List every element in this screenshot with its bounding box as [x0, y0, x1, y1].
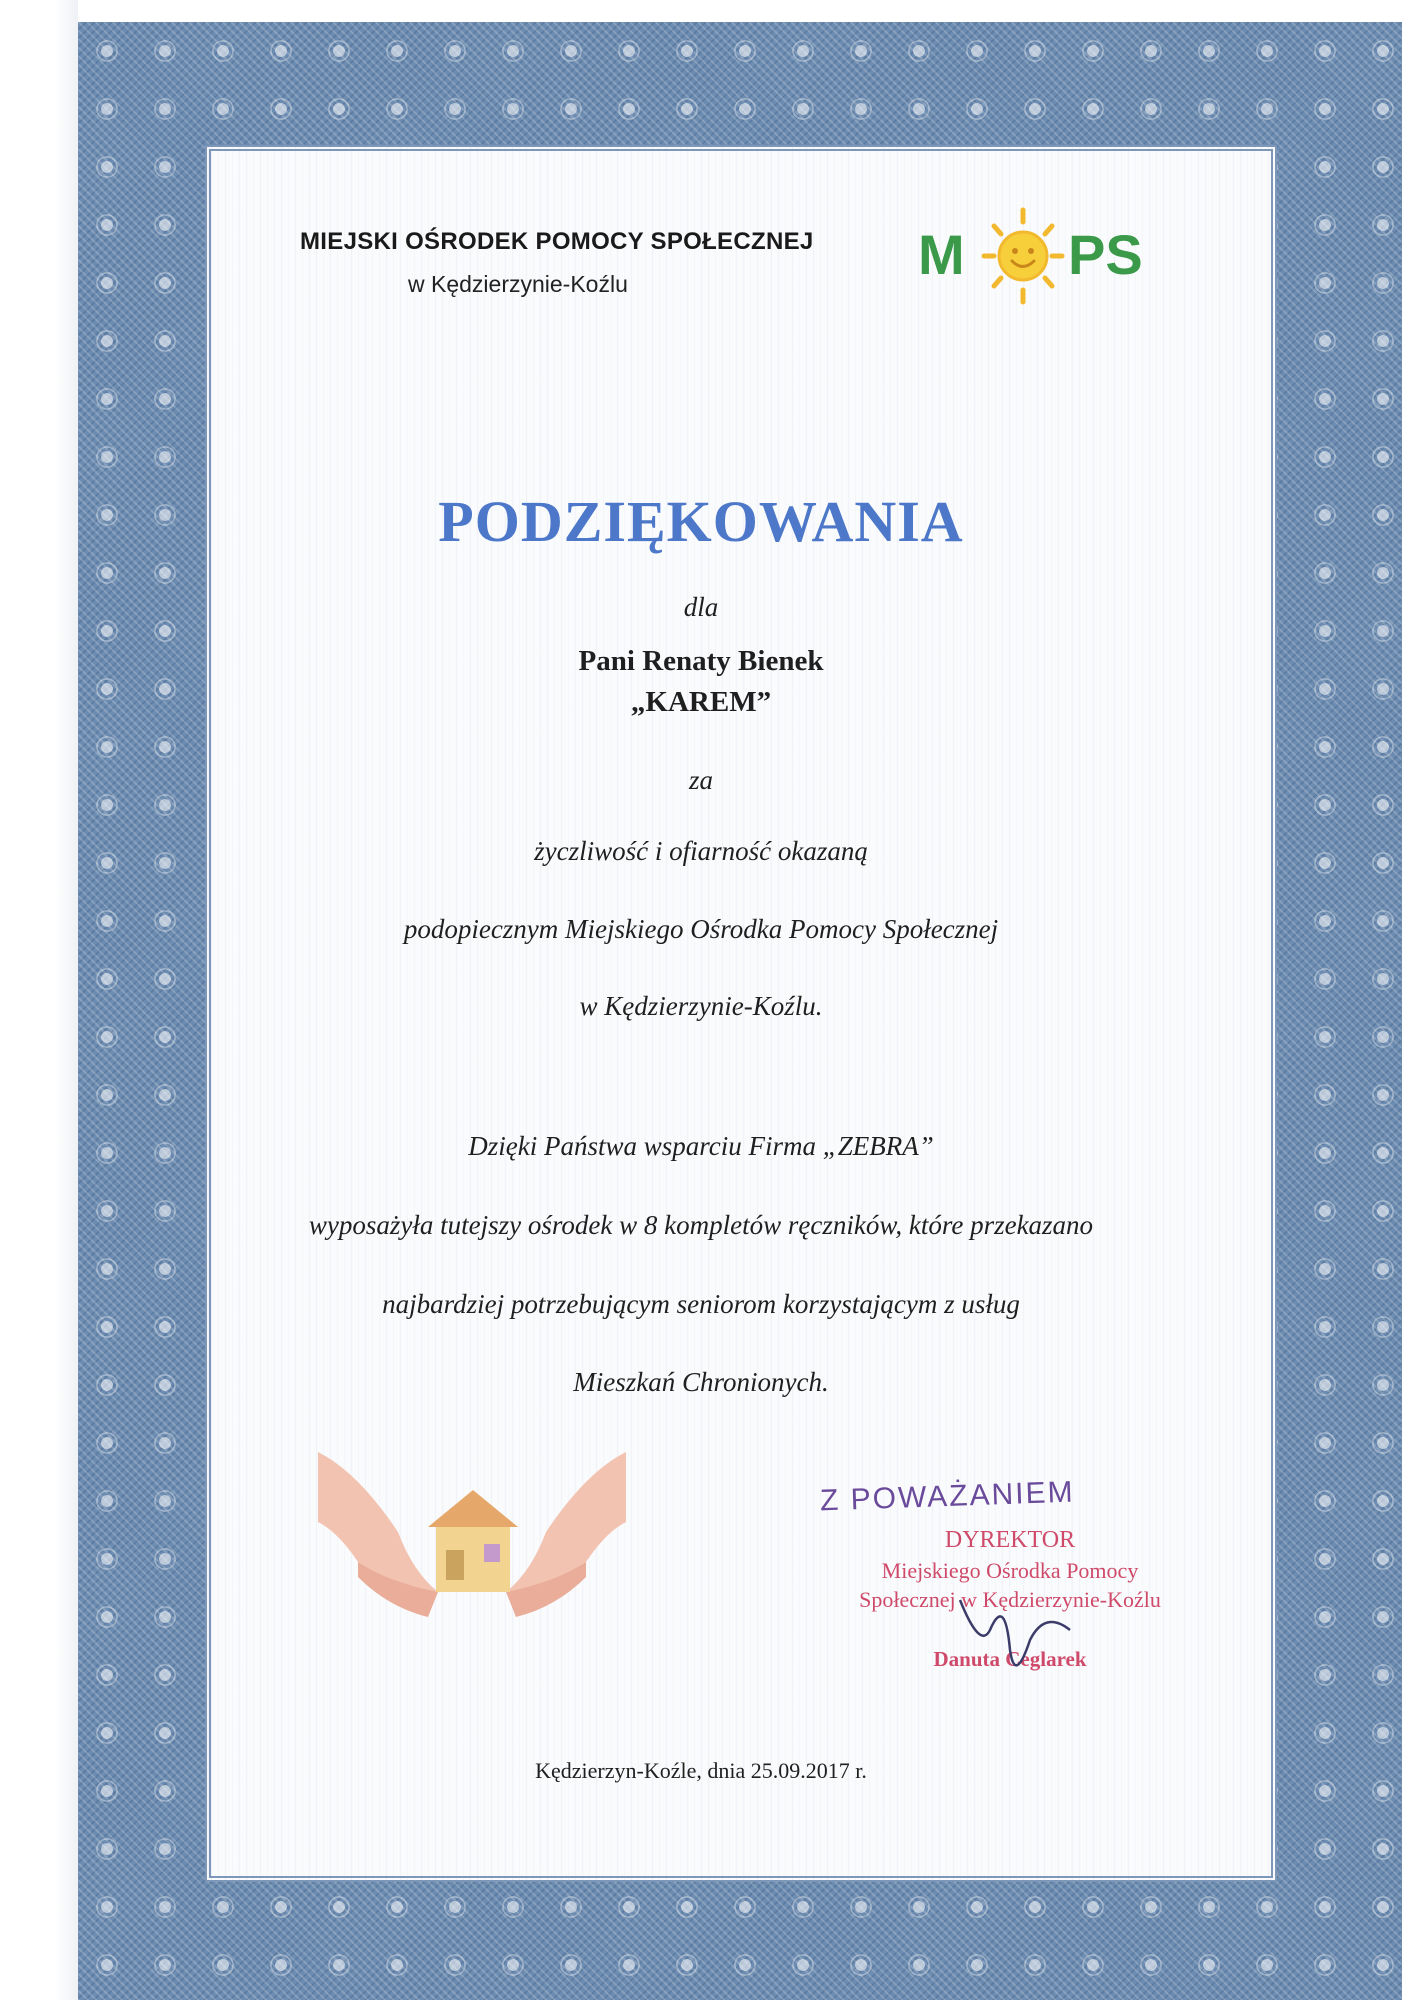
- for-label: dla: [683, 592, 719, 622]
- details-line-2: wyposażyła tutejszy ośrodek w 8 kompletów ręczników, które przekazano: [308, 1210, 1094, 1240]
- organization-city: w Kędzierzynie-Koźlu: [408, 271, 628, 297]
- date-line: Kędzierzyn-Koźle, dnia 25.09.2017 r.: [535, 1758, 867, 1783]
- logo-letters-ps: PS: [1068, 223, 1143, 286]
- hands-house-image: [318, 1442, 626, 1632]
- stamp-title: DYREKTOR: [944, 1527, 1076, 1553]
- details-line-1: Dzięki Państwa wsparciu Firma „ZEBRA”: [468, 1131, 934, 1161]
- recipient-name: Pani Renaty Bienek: [578, 645, 824, 677]
- reason-line-2: podopiecznym Miejskiego Ośrodka Pomocy Społecznej: [403, 914, 999, 944]
- details-line-3: najbardziej potrzebującym seniorom korzystającym z usług: [382, 1289, 1020, 1319]
- stamp-line-2: Społecznej w Kędzierzynie-Koźlu: [859, 1587, 1161, 1612]
- za-label: za: [688, 765, 713, 795]
- mops-logo: [918, 200, 1188, 310]
- reason-line-1: życzliwość i ofiarność okazaną: [534, 836, 868, 866]
- organization-name: MIEJSKI OŚRODEK POMOCY SPOŁECZNEJ: [300, 228, 814, 255]
- sun-icon: [980, 206, 1066, 306]
- stamp-line-1: Miejskiego Ośrodka Pomocy: [881, 1558, 1139, 1583]
- logo-letter-m: M: [918, 223, 965, 286]
- reason-line-3: w Kędzierzynie-Koźlu.: [579, 991, 823, 1021]
- signature-scribble: [950, 1590, 1080, 1690]
- certificate-title: PODZIĘKOWANIA: [438, 489, 964, 554]
- details-line-4: Mieszkań Chronionych.: [573, 1367, 829, 1397]
- stamp-name: Danuta Ceglarek: [933, 1647, 1087, 1671]
- handwritten-signature-note: Z POWAŻANIEM: [819, 1475, 1076, 1518]
- recipient-company: „KAREM”: [630, 686, 772, 718]
